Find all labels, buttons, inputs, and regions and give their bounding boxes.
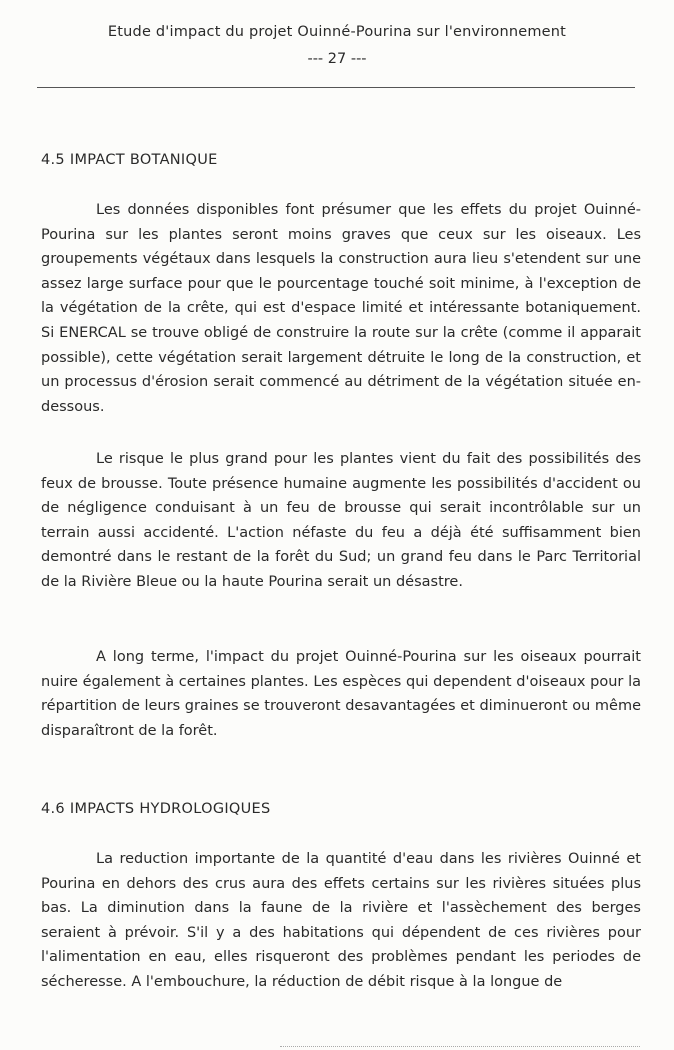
footer-divider xyxy=(280,1046,640,1047)
running-header-title: Etude d'impact du projet Ouinné-Pourina sur l'environnement xyxy=(107,24,567,40)
paragraph-botanique-3: A long terme, l'impact du projet Ouinné-Pourina sur les oiseaux pourrait nuire également à certaines plantes. Les espèces qui dependent d'oiseaux pour la répartition de leurs graines se trouveront desavantagées et diminueront ou même disparaîtront de la forêt. xyxy=(41,649,641,739)
header-divider xyxy=(37,87,635,88)
paragraph-hydrologiques-1: La reduction importante de la quantité d'eau dans les rivières Ouinné et Pourina en dehors des crus aura des effets certains sur les rivières situées plus bas. La diminution dans la faune de la rivière et l'assèchement des berges seraient à prévoir. S'il y a des habitations qui dépendent de ces rivières pour l'alimentation en eau, elles risqueront des problèmes pendant les periodes de sécheresse. A l'embouchure, la réduction de débit risque à la longue de xyxy=(41,851,641,990)
section-heading-hydrologiques: 4.6 IMPACTS HYDROLOGIQUES xyxy=(41,801,271,817)
paragraph-botanique-1: Les données disponibles font présumer que les effets du projet Ouinné-Pourina sur les plantes seront moins graves que ceux sur les oiseaux. Les groupements végétaux dans lesquels la construction aura lieu s'etendent sur une assez large surface pour que le pourcentage touché soit minime, à l'exception de la végétation de la crête, qui est d'espace limité et intéressante botaniquement. Si ENERCAL se trouve obligé de construire la route sur la crête (comme il apparait possible), cette végétation serait largement détruite le long de la construction, et un processus d'érosion serait commencé au détriment de la végétation située en-dessous. xyxy=(41,202,641,415)
page-number: --- 27 --- xyxy=(307,51,367,67)
section-heading-botanique: 4.5 IMPACT BOTANIQUE xyxy=(41,152,218,168)
paragraph-botanique-2: Le risque le plus grand pour les plantes vient du fait des possibilités des feux de brousse. Toute présence humaine augmente les possibilités d'accident ou de négligence conduisant à un feu de brousse qui serait incontrôlable sur un terrain aussi accidenté. L'action néfaste du feu a déjà été suffisamment bien demontré dans le restant de la forêt du Sud; un grand feu dans le Parc Territorial de la Rivière Bleue ou la haute Pourina serait un désastre. xyxy=(41,451,641,590)
